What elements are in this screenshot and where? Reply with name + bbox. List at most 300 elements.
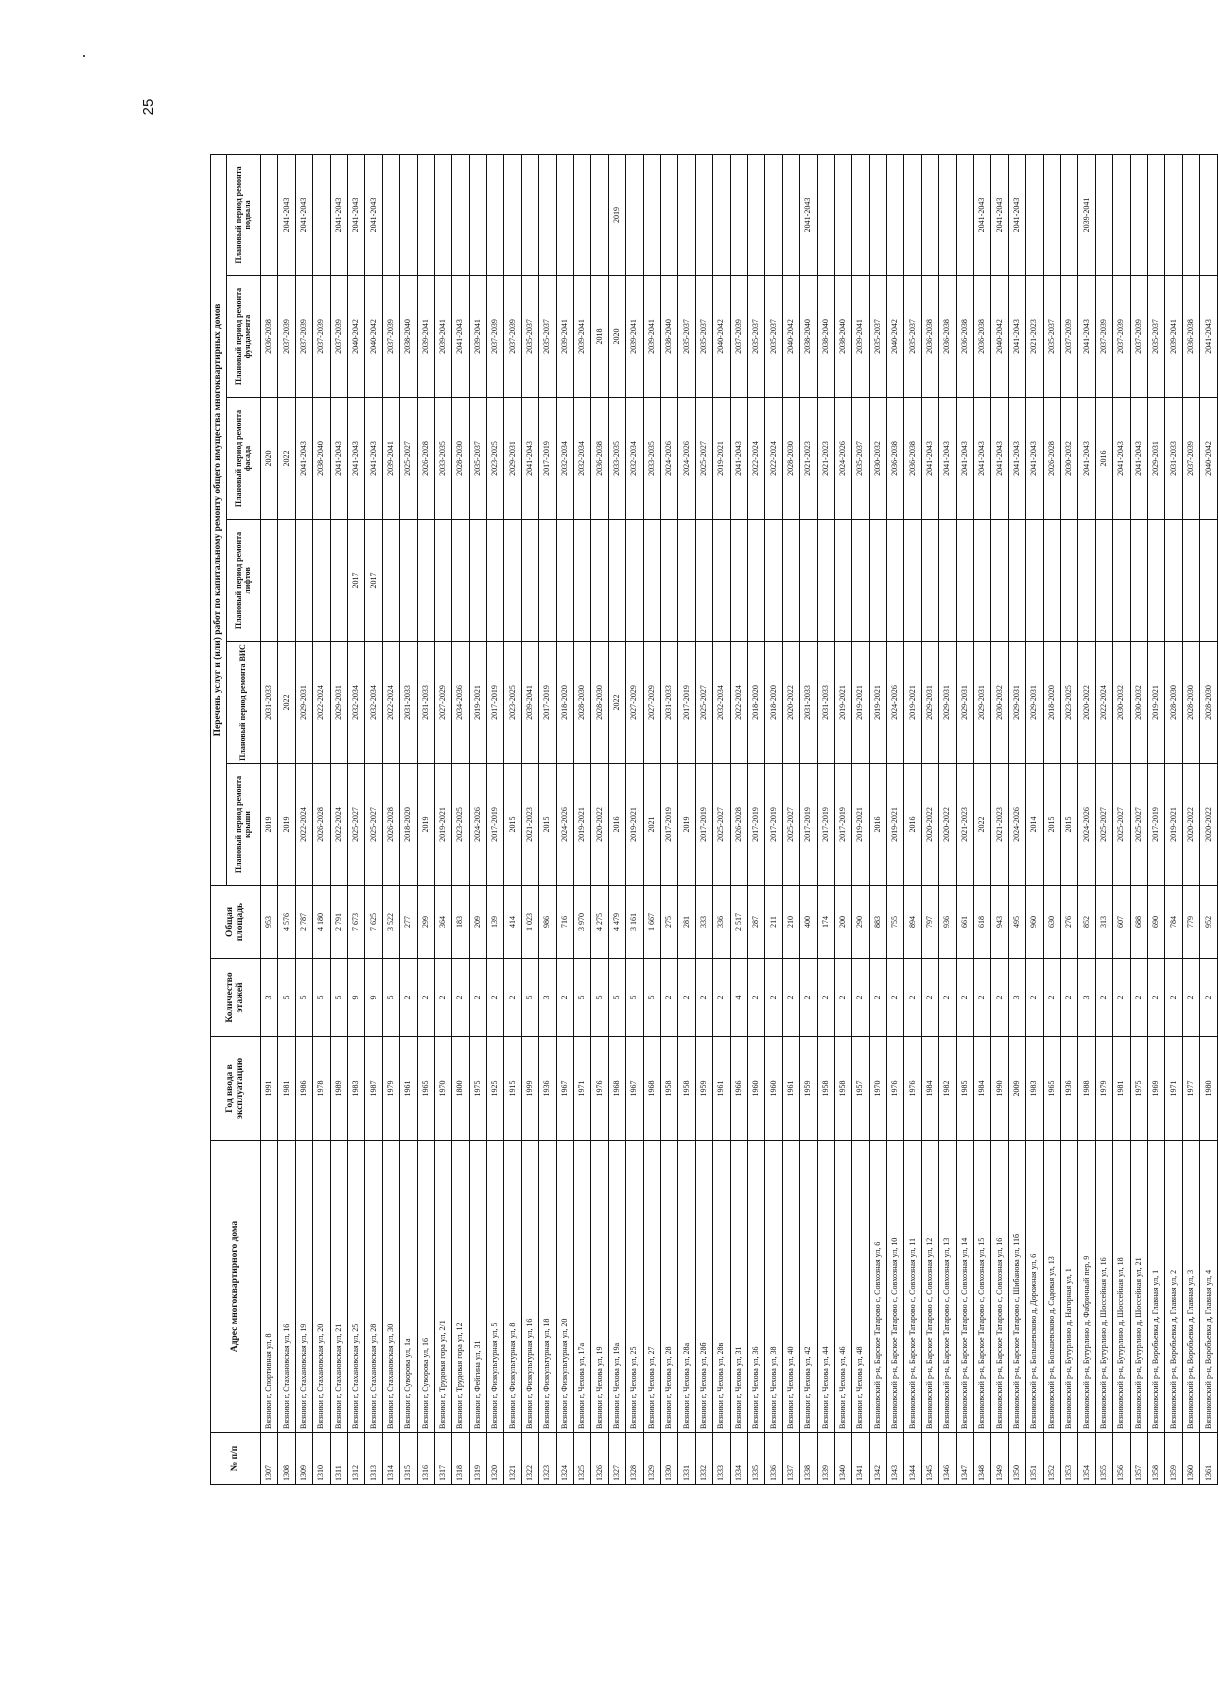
table-row xyxy=(1043,155,1060,1485)
area-cell: 630 xyxy=(1043,886,1060,959)
floors-cell: 5 xyxy=(313,959,330,1037)
vis-period-cell: 2029-2031 xyxy=(1008,642,1025,764)
area-cell: 336 xyxy=(713,886,730,959)
roof-period-cell: 2022-2024 xyxy=(295,764,312,886)
address-cell: Вязники г, Стахановская ул, 16 xyxy=(278,1141,295,1433)
address-cell: Вязники г, Стахановская ул, 19 xyxy=(295,1141,312,1433)
basement-period-cell: 2039-2041 xyxy=(1078,155,1095,276)
area-cell: 277 xyxy=(400,886,417,959)
area-cell: 852 xyxy=(1078,886,1095,959)
area-cell: 211 xyxy=(765,886,782,959)
year-cell: 1976 xyxy=(887,1037,904,1141)
lifts-period-cell xyxy=(521,520,538,642)
row-number: 1333 xyxy=(713,1433,730,1485)
roof-period-cell: 2026-2028 xyxy=(382,764,399,886)
lifts-period-cell xyxy=(452,520,469,642)
year-cell: 1965 xyxy=(1043,1037,1060,1141)
address-cell: Вязниковский р-н, Барское Татарово с, Совхозная ул, 15 xyxy=(974,1141,991,1433)
row-number: 1360 xyxy=(1182,1433,1199,1485)
vis-period-cell: 2031-2033 xyxy=(660,642,677,764)
row-number: 1319 xyxy=(469,1433,486,1485)
roof-period-cell: 2019 xyxy=(417,764,434,886)
lifts-period-cell xyxy=(834,520,851,642)
roof-period-cell: 2023-2025 xyxy=(452,764,469,886)
floors-cell: 5 xyxy=(330,959,347,1037)
year-cell: 1969 xyxy=(1147,1037,1164,1141)
row-number: 1318 xyxy=(452,1433,469,1485)
row-number: 1312 xyxy=(347,1433,364,1485)
table-row xyxy=(921,155,938,1485)
roof-period-cell: 2020-2022 xyxy=(1200,764,1218,886)
facade-period-cell: 2041-2043 xyxy=(1130,398,1147,520)
row-number: 1338 xyxy=(800,1433,817,1485)
table-row xyxy=(417,155,434,1485)
floors-cell: 2 xyxy=(678,959,695,1037)
table-row xyxy=(452,155,469,1485)
foundation-period-cell: 2035-2037 xyxy=(695,276,712,398)
table-row xyxy=(608,155,625,1485)
vis-period-cell: 2029-2031 xyxy=(295,642,312,764)
address-cell: Вязники г, Фейгина ул, 31 xyxy=(469,1141,486,1433)
basement-period-cell xyxy=(1147,155,1164,276)
lifts-period-cell xyxy=(660,520,677,642)
basement-period-cell xyxy=(504,155,521,276)
foundation-period-cell: 2035-2037 xyxy=(539,276,556,398)
roof-period-cell: 2019-2021 xyxy=(1165,764,1182,886)
roof-period-cell: 2016 xyxy=(608,764,625,886)
header-num: № п/п xyxy=(211,1433,261,1485)
basement-period-cell xyxy=(1026,155,1043,276)
area-cell: 210 xyxy=(782,886,799,959)
basement-period-cell: 2041-2043 xyxy=(974,155,991,276)
table-row xyxy=(869,155,886,1485)
lifts-period-cell xyxy=(1043,520,1060,642)
area-cell: 313 xyxy=(1095,886,1112,959)
area-cell: 290 xyxy=(852,886,869,959)
vis-period-cell: 2031-2033 xyxy=(800,642,817,764)
roof-period-cell: 2017-2019 xyxy=(660,764,677,886)
roof-period-cell: 2019 xyxy=(261,764,278,886)
address-cell: Вязники г, Стахановская ул, 30 xyxy=(382,1141,399,1433)
table-row xyxy=(1165,155,1182,1485)
year-cell: 1991 xyxy=(261,1037,278,1141)
facade-period-cell: 2020 xyxy=(261,398,278,520)
area-cell: 299 xyxy=(417,886,434,959)
basement-period-cell xyxy=(1060,155,1077,276)
roof-period-cell: 2022-2024 xyxy=(330,764,347,886)
vis-period-cell: 2032-2034 xyxy=(365,642,382,764)
vis-period-cell: 2022 xyxy=(608,642,625,764)
lifts-period-cell xyxy=(730,520,747,642)
facade-period-cell: 2031-2033 xyxy=(1165,398,1182,520)
basement-period-cell xyxy=(852,155,869,276)
table-row xyxy=(295,155,312,1485)
address-cell: Вязники г, Физкультурная ул, 16 xyxy=(521,1141,538,1433)
facade-period-cell: 2029-2031 xyxy=(504,398,521,520)
facade-period-cell: 2041-2043 xyxy=(1008,398,1025,520)
row-number: 1361 xyxy=(1200,1433,1218,1485)
year-cell: 2009 xyxy=(1008,1037,1025,1141)
floors-cell: 2 xyxy=(434,959,451,1037)
facade-period-cell: 2016 xyxy=(1095,398,1112,520)
year-cell: 1959 xyxy=(800,1037,817,1141)
roof-period-cell: 2020-2022 xyxy=(939,764,956,886)
address-cell: Вязники г, Стахановская ул, 21 xyxy=(330,1141,347,1433)
facade-period-cell: 2029-2031 xyxy=(1147,398,1164,520)
table-row xyxy=(834,155,851,1485)
facade-period-cell: 2022-2024 xyxy=(747,398,764,520)
facade-period-cell: 2032-2034 xyxy=(574,398,591,520)
row-number: 1350 xyxy=(1008,1433,1025,1485)
table-row xyxy=(782,155,799,1485)
lifts-period-cell xyxy=(747,520,764,642)
vis-period-cell: 2017-2019 xyxy=(539,642,556,764)
vis-period-cell: 2028-2030 xyxy=(1165,642,1182,764)
foundation-period-cell: 2037-2039 xyxy=(382,276,399,398)
address-cell: Вязниковский р-н, Барское Татарово с, Совхозная ул, 14 xyxy=(956,1141,973,1433)
floors-cell: 5 xyxy=(278,959,295,1037)
year-cell: 1990 xyxy=(991,1037,1008,1141)
address-cell: Вязниковский р-н, Большевсково д, Дорожная ул, 6 xyxy=(1026,1141,1043,1433)
roof-period-cell: 2020-2022 xyxy=(1182,764,1199,886)
area-cell: 3 161 xyxy=(626,886,643,959)
foundation-period-cell: 2037-2039 xyxy=(1095,276,1112,398)
header-lifts: Плановый период ремонта лифтов xyxy=(227,520,261,642)
foundation-period-cell: 2039-2041 xyxy=(417,276,434,398)
foundation-period-cell: 2036-2038 xyxy=(974,276,991,398)
year-cell: 1958 xyxy=(834,1037,851,1141)
area-cell: 4 275 xyxy=(591,886,608,959)
roof-period-cell: 2015 xyxy=(539,764,556,886)
facade-period-cell: 2037-2039 xyxy=(1182,398,1199,520)
foundation-period-cell: 2039-2041 xyxy=(574,276,591,398)
area-cell: 7 673 xyxy=(347,886,364,959)
basement-period-cell: 2041-2043 xyxy=(295,155,312,276)
foundation-period-cell: 2039-2041 xyxy=(1165,276,1182,398)
year-cell: 1976 xyxy=(904,1037,921,1141)
foundation-period-cell: 2040-2042 xyxy=(365,276,382,398)
row-number: 1325 xyxy=(574,1433,591,1485)
facade-period-cell: 2036-2038 xyxy=(887,398,904,520)
floors-cell: 2 xyxy=(765,959,782,1037)
facade-period-cell: 2041-2043 xyxy=(939,398,956,520)
basement-period-cell xyxy=(313,155,330,276)
area-cell: 936 xyxy=(939,886,956,959)
foundation-period-cell: 2037-2039 xyxy=(730,276,747,398)
roof-period-cell: 2017-2019 xyxy=(817,764,834,886)
address-cell: Вязники г, Стахановская ул, 28 xyxy=(365,1141,382,1433)
basement-period-cell xyxy=(730,155,747,276)
table-row xyxy=(1078,155,1095,1485)
address-cell: Вязники г, Трудовая гора ул, 2/1 xyxy=(434,1141,451,1433)
facade-period-cell: 2032-2034 xyxy=(626,398,643,520)
vis-period-cell: 2019-2021 xyxy=(1147,642,1164,764)
facade-period-cell: 2035-2037 xyxy=(852,398,869,520)
address-cell: Вязники г, Чехова ул, 19 xyxy=(591,1141,608,1433)
vis-period-cell: 2034-2036 xyxy=(452,642,469,764)
vis-period-cell: 2028-2030 xyxy=(1182,642,1199,764)
vis-period-cell: 2031-2033 xyxy=(817,642,834,764)
table-row xyxy=(765,155,782,1485)
basement-period-cell xyxy=(713,155,730,276)
row-number: 1329 xyxy=(643,1433,660,1485)
vis-period-cell: 2018-2020 xyxy=(747,642,764,764)
address-cell: Вязниковский р-н, Воробьевка д, Главная ул, 1 xyxy=(1147,1141,1164,1433)
area-cell: 784 xyxy=(1165,886,1182,959)
lifts-period-cell xyxy=(626,520,643,642)
roof-period-cell: 2018-2020 xyxy=(400,764,417,886)
basement-period-cell: 2019 xyxy=(608,155,625,276)
foundation-period-cell: 2040-2042 xyxy=(713,276,730,398)
row-number: 1315 xyxy=(400,1433,417,1485)
row-number: 1336 xyxy=(765,1433,782,1485)
address-cell: Вязниковский р-н, Барское Татарово с, Совхозная ул, 6 xyxy=(869,1141,886,1433)
roof-period-cell: 2021 xyxy=(643,764,660,886)
foundation-period-cell: 2039-2041 xyxy=(469,276,486,398)
floors-cell: 2 xyxy=(556,959,573,1037)
row-number: 1323 xyxy=(539,1433,556,1485)
year-cell: 1981 xyxy=(278,1037,295,1141)
lifts-period-cell xyxy=(869,520,886,642)
vis-period-cell: 2028-2030 xyxy=(574,642,591,764)
area-cell: 688 xyxy=(1130,886,1147,959)
vis-period-cell: 2029-2031 xyxy=(956,642,973,764)
roof-period-cell: 2020-2022 xyxy=(591,764,608,886)
basement-period-cell xyxy=(817,155,834,276)
vis-period-cell: 2023-2025 xyxy=(1060,642,1077,764)
area-cell: 4 576 xyxy=(278,886,295,959)
floors-cell: 2 xyxy=(869,959,886,1037)
address-cell: Вязниковский р-н, Воробьевка д, Главная ул, 3 xyxy=(1182,1141,1199,1433)
roof-period-cell: 2015 xyxy=(504,764,521,886)
year-cell: 1984 xyxy=(974,1037,991,1141)
floors-cell: 2 xyxy=(1165,959,1182,1037)
year-cell: 1985 xyxy=(956,1037,973,1141)
basement-period-cell xyxy=(417,155,434,276)
year-cell: 1983 xyxy=(1026,1037,1043,1141)
row-number: 1317 xyxy=(434,1433,451,1485)
capital-repair-table xyxy=(210,154,1218,1485)
foundation-period-cell: 2040-2042 xyxy=(991,276,1008,398)
table-row xyxy=(261,155,278,1485)
row-number: 1308 xyxy=(278,1433,295,1485)
floors-cell: 5 xyxy=(382,959,399,1037)
vis-period-cell: 2022-2024 xyxy=(313,642,330,764)
vis-period-cell: 2022-2024 xyxy=(382,642,399,764)
foundation-period-cell: 2035-2037 xyxy=(904,276,921,398)
row-number: 1341 xyxy=(852,1433,869,1485)
lifts-period-cell xyxy=(852,520,869,642)
roof-period-cell: 2025-2027 xyxy=(365,764,382,886)
row-number: 1309 xyxy=(295,1433,312,1485)
roof-period-cell: 2015 xyxy=(1043,764,1060,886)
basement-period-cell: 2041-2043 xyxy=(800,155,817,276)
address-cell: Вязники г, Чехова ул, 28в xyxy=(713,1141,730,1433)
table-row xyxy=(800,155,817,1485)
year-cell: 1968 xyxy=(643,1037,660,1141)
floors-cell: 2 xyxy=(504,959,521,1037)
facade-period-cell: 2028-2030 xyxy=(782,398,799,520)
area-cell: 209 xyxy=(469,886,486,959)
year-cell: 1958 xyxy=(678,1037,695,1141)
vis-period-cell: 2027-2029 xyxy=(434,642,451,764)
year-cell: 1983 xyxy=(347,1037,364,1141)
address-cell: Вязниковский р-н, Барское Татарово с, Совхозная ул, 16 xyxy=(991,1141,1008,1433)
year-cell: 1936 xyxy=(1060,1037,1077,1141)
foundation-period-cell: 2035-2037 xyxy=(747,276,764,398)
floors-cell: 2 xyxy=(1182,959,1199,1037)
floors-cell: 5 xyxy=(591,959,608,1037)
row-number: 1352 xyxy=(1043,1433,1060,1485)
facade-period-cell: 2024-2026 xyxy=(660,398,677,520)
row-number: 1322 xyxy=(521,1433,538,1485)
floors-cell: 2 xyxy=(904,959,921,1037)
lifts-period-cell xyxy=(643,520,660,642)
row-number: 1332 xyxy=(695,1433,712,1485)
row-number: 1354 xyxy=(1078,1433,1095,1485)
area-cell: 986 xyxy=(539,886,556,959)
facade-period-cell: 2035-2037 xyxy=(469,398,486,520)
vis-period-cell: 2018-2020 xyxy=(556,642,573,764)
basement-period-cell xyxy=(643,155,660,276)
year-cell: 1936 xyxy=(539,1037,556,1141)
roof-period-cell: 2025-2027 xyxy=(1113,764,1130,886)
row-number: 1307 xyxy=(261,1433,278,1485)
floors-cell: 3 xyxy=(1008,959,1025,1037)
facade-period-cell: 2041-2043 xyxy=(330,398,347,520)
roof-period-cell: 2025-2027 xyxy=(1130,764,1147,886)
lifts-period-cell xyxy=(1147,520,1164,642)
lifts-period-cell xyxy=(417,520,434,642)
basement-period-cell xyxy=(1200,155,1218,276)
area-cell: 3 970 xyxy=(574,886,591,959)
table-row xyxy=(747,155,764,1485)
lifts-period-cell xyxy=(1165,520,1182,642)
floors-cell: 2 xyxy=(469,959,486,1037)
area-cell: 275 xyxy=(660,886,677,959)
facade-period-cell: 2019-2021 xyxy=(713,398,730,520)
row-number: 1321 xyxy=(504,1433,521,1485)
facade-period-cell: 2021-2023 xyxy=(800,398,817,520)
foundation-period-cell: 2035-2037 xyxy=(1147,276,1164,398)
table-row xyxy=(382,155,399,1485)
roof-period-cell: 2017-2019 xyxy=(747,764,764,886)
roof-period-cell: 2022 xyxy=(974,764,991,886)
lifts-period-cell xyxy=(382,520,399,642)
row-number: 1328 xyxy=(626,1433,643,1485)
row-number: 1351 xyxy=(1026,1433,1043,1485)
year-cell: 1800 xyxy=(452,1037,469,1141)
facade-period-cell: 2025-2027 xyxy=(695,398,712,520)
row-number: 1326 xyxy=(591,1433,608,1485)
row-number: 1337 xyxy=(782,1433,799,1485)
floors-cell: 5 xyxy=(295,959,312,1037)
vis-period-cell: 2019-2021 xyxy=(904,642,921,764)
facade-period-cell: 2017-2019 xyxy=(539,398,556,520)
floors-cell: 2 xyxy=(800,959,817,1037)
basement-period-cell xyxy=(921,155,938,276)
row-number: 1310 xyxy=(313,1433,330,1485)
table-row xyxy=(1113,155,1130,1485)
basement-period-cell xyxy=(1095,155,1112,276)
year-cell: 1960 xyxy=(747,1037,764,1141)
row-number: 1346 xyxy=(939,1433,956,1485)
area-cell: 3 522 xyxy=(382,886,399,959)
vis-period-cell: 2032-2034 xyxy=(713,642,730,764)
year-cell: 1981 xyxy=(1113,1037,1130,1141)
floors-cell: 2 xyxy=(1026,959,1043,1037)
lifts-period-cell xyxy=(1026,520,1043,642)
area-cell: 2 517 xyxy=(730,886,747,959)
facade-period-cell: 2041-2043 xyxy=(956,398,973,520)
row-number: 1343 xyxy=(887,1433,904,1485)
row-number: 1355 xyxy=(1095,1433,1112,1485)
lifts-period-cell xyxy=(991,520,1008,642)
area-cell: 287 xyxy=(747,886,764,959)
foundation-period-cell: 2038-2040 xyxy=(817,276,834,398)
lifts-period-cell xyxy=(939,520,956,642)
facade-period-cell: 2039-2041 xyxy=(382,398,399,520)
year-cell: 1967 xyxy=(556,1037,573,1141)
row-number: 1356 xyxy=(1113,1433,1130,1485)
roof-period-cell: 2021-2023 xyxy=(521,764,538,886)
facade-period-cell: 2024-2026 xyxy=(834,398,851,520)
facade-period-cell: 2041-2043 xyxy=(347,398,364,520)
floors-cell: 2 xyxy=(400,959,417,1037)
foundation-period-cell: 2038-2040 xyxy=(800,276,817,398)
foundation-period-cell: 2037-2039 xyxy=(487,276,504,398)
floors-cell: 3 xyxy=(539,959,556,1037)
area-cell: 364 xyxy=(434,886,451,959)
address-cell: Вязники г, Чехова ул, 28б xyxy=(695,1141,712,1433)
year-cell: 1975 xyxy=(469,1037,486,1141)
area-cell: 4 180 xyxy=(313,886,330,959)
area-cell: 183 xyxy=(452,886,469,959)
lifts-period-cell xyxy=(1182,520,1199,642)
year-cell: 1970 xyxy=(434,1037,451,1141)
year-cell: 1915 xyxy=(504,1037,521,1141)
vis-period-cell: 2019-2021 xyxy=(834,642,851,764)
floors-cell: 2 xyxy=(1200,959,1218,1037)
vis-period-cell: 2029-2031 xyxy=(330,642,347,764)
vis-period-cell: 2031-2033 xyxy=(400,642,417,764)
year-cell: 1957 xyxy=(852,1037,869,1141)
year-cell: 1968 xyxy=(608,1037,625,1141)
lifts-period-cell xyxy=(1113,520,1130,642)
table-row xyxy=(539,155,556,1485)
facade-period-cell: 2041-2043 xyxy=(1113,398,1130,520)
basement-period-cell: 2041-2043 xyxy=(991,155,1008,276)
header-year: Год ввода в эксплуатацию xyxy=(211,1037,261,1141)
basement-period-cell xyxy=(869,155,886,276)
facade-period-cell: 2023-2025 xyxy=(487,398,504,520)
vis-period-cell: 2025-2027 xyxy=(695,642,712,764)
facade-period-cell: 2026-2028 xyxy=(1043,398,1060,520)
basement-period-cell xyxy=(834,155,851,276)
address-cell: Вязники г, Чехова ул, 28 xyxy=(660,1141,677,1433)
foundation-period-cell: 2036-2038 xyxy=(1182,276,1199,398)
floors-cell: 5 xyxy=(626,959,643,1037)
row-number: 1324 xyxy=(556,1433,573,1485)
roof-period-cell: 2025-2027 xyxy=(347,764,364,886)
row-number: 1313 xyxy=(365,1433,382,1485)
floors-cell: 2 xyxy=(991,959,1008,1037)
table-row xyxy=(1060,155,1077,1485)
address-cell: Вязники г, Чехова ул, 38 xyxy=(765,1141,782,1433)
year-cell: 1958 xyxy=(660,1037,677,1141)
facade-period-cell: 2025-2027 xyxy=(400,398,417,520)
lifts-period-cell xyxy=(904,520,921,642)
